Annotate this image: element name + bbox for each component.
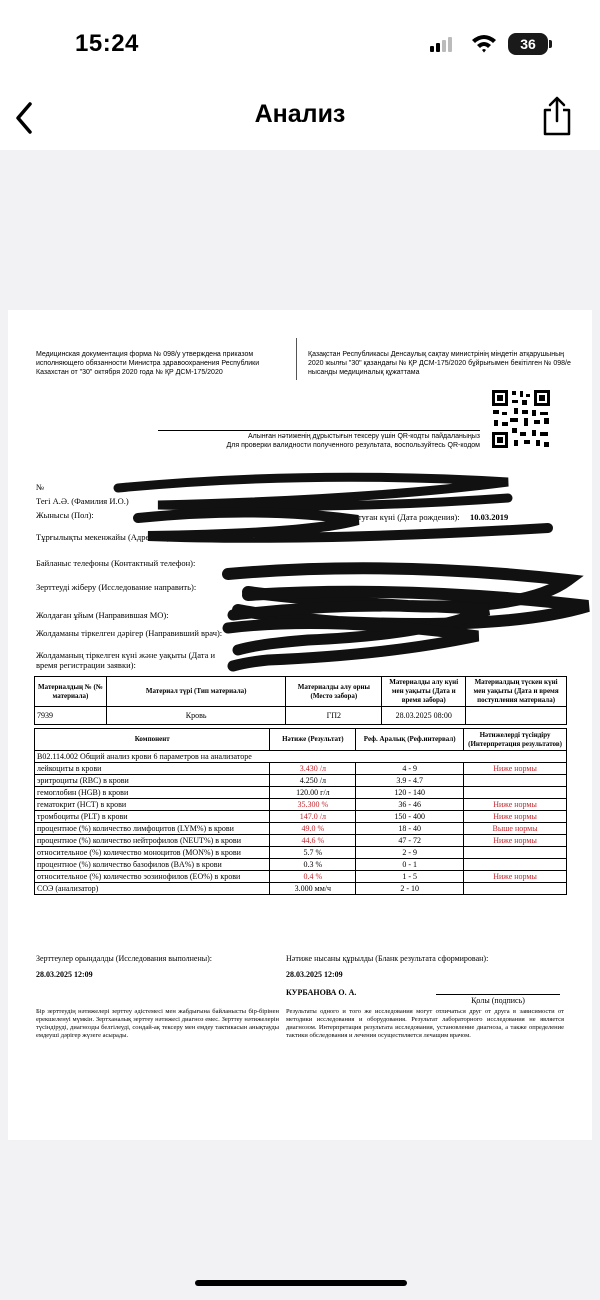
home-indicator	[195, 1280, 407, 1286]
qr-note-ru: Для проверки валидности полученного результата, воспользуйтесь QR-кодом	[226, 442, 480, 449]
table-row	[35, 859, 567, 871]
field-org-label: Жолдаған ұйым (Направившая МО):	[36, 610, 169, 620]
header-divider	[296, 338, 297, 380]
result-ref-cell: 1 - 5	[356, 871, 464, 883]
table-row	[35, 847, 567, 859]
result-interp-cell: Ниже нормы	[464, 799, 567, 811]
signer-name: КУРБАНОВА О. А.	[286, 988, 357, 997]
meta-header-cell: Материалды алу күні мен уақыты (Дата и время забора)	[382, 677, 466, 707]
panel-title: B02.114.002 Общий анализ крови 6 параметров на анализаторе	[35, 751, 567, 763]
result-name-cell: гематокрит (HCT) в крови	[35, 799, 270, 811]
result-interp-cell: Ниже нормы	[464, 871, 567, 883]
analysis-table	[34, 728, 567, 895]
table-row	[35, 835, 567, 847]
result-ref-cell: 0 - 1	[356, 859, 464, 871]
table-row	[35, 775, 567, 787]
field-doctor-label: Жолдаманы тіркелген дәрігер (Направивший врач):	[36, 628, 223, 638]
result-interp-cell	[464, 847, 567, 859]
page-title: Анализ	[254, 100, 346, 128]
result-value-cell: 4.250 /л	[270, 775, 356, 787]
result-ref-cell: 2 - 10	[356, 883, 464, 895]
battery-tip	[549, 40, 552, 48]
result-header-cell: Нәтижелерді түсіндіру (Интерпретация результатов)	[464, 729, 567, 751]
field-birth-label: туған күні (Дата рождения):	[358, 512, 460, 522]
table-row	[35, 787, 567, 799]
signature-line	[436, 994, 560, 995]
result-value-cell: 44.6 %	[270, 835, 356, 847]
result-value-cell: 35.300 %	[270, 799, 356, 811]
result-interp-cell: Ниже нормы	[464, 811, 567, 823]
qr-note-kz: Алынған нәтиженің дұрыстығын тексеру үшін QR-кодты пайдаланыңыз	[247, 433, 480, 440]
result-ref-cell: 150 - 400	[356, 811, 464, 823]
meta-header-cell: Материал түрі (Тип материала)	[106, 677, 286, 707]
field-number: №	[36, 482, 45, 492]
result-header-cell: Реф. Аралық (Реф.интервал)	[356, 729, 464, 751]
result-name-cell: тромбоциты (PLT) в крови	[35, 811, 270, 823]
result-name-cell: процентное (%) количество базофилов (BA%) в крови	[35, 859, 270, 871]
field-name-label: Тегі А.Ә. (Фамилия И.О.)	[36, 496, 129, 506]
result-value-cell: 49.0 %	[270, 823, 356, 835]
clock: 15:24	[75, 30, 139, 57]
cellular-signal-icon	[430, 36, 454, 52]
result-name-cell: эритроциты (RBC) в крови	[35, 775, 270, 787]
qr-code-icon	[490, 388, 576, 450]
meta-cell: 7939	[35, 707, 107, 725]
note-ru: Результаты одного и того же исследования могут отличаться друг от друга в зависимости от методики исследования и оборудования. Результат лабораторного исследования не является диагнозом. Интерпретация результата исследования, установление диагноза, а также определение тактики обследования и лечения осуществляется лечащим врачом.	[286, 1008, 564, 1039]
formed-date: 28.03.2025 12:09	[286, 970, 343, 979]
result-value-cell: 3.430 /л	[270, 763, 356, 775]
wifi-icon	[470, 33, 498, 53]
table-row	[35, 871, 567, 883]
status-bar	[0, 0, 600, 90]
result-name-cell: процентное (%) количество лимфоцитов (LYM%) в крови	[35, 823, 270, 835]
navigation-bar	[0, 90, 600, 150]
result-ref-cell: 120 - 140	[356, 787, 464, 799]
note-kz: Бір зерттеудің нәтижелері зерттеу әдістемесі мен жабдығына байланысты бір-бірінен ерекшеленуі мүмкін. Зертханалық зерттеу нәтижесі диагноз емес. Зерттеу нәтижелерін түсіндіруді, диагнозды белгілеуді, сондай-ақ тексеру мен емдеу тактикасын анықтауды емдеуші дәрігер жүзеге асырады.	[36, 1008, 279, 1039]
result-value-cell: 3.000 мм/ч	[270, 883, 356, 895]
result-interp-cell: Выше нормы	[464, 823, 567, 835]
result-header-cell: Нәтиже (Результат)	[270, 729, 356, 751]
field-gender-label: Жынысы (Пол):	[36, 510, 94, 520]
result-ref-cell: 3.9 - 4.7	[356, 775, 464, 787]
table-row	[35, 799, 567, 811]
result-name-cell: процентное (%) количество нейтрофилов (NEUT%) в крови	[35, 835, 270, 847]
result-value-cell: 147.0 /л	[270, 811, 356, 823]
field-address-label: Тұрғылықты мекенжайы (Адрес пациента):	[36, 532, 194, 542]
result-interp-cell	[464, 775, 567, 787]
result-name-cell: гемоглобин (HGB) в крови	[35, 787, 270, 799]
result-ref-cell: 2 - 9	[356, 847, 464, 859]
performed-label: Зерттеулер орындалды (Исследования выполнены):	[36, 954, 212, 963]
result-ref-cell: 18 - 40	[356, 823, 464, 835]
result-interp-cell	[464, 859, 567, 871]
table-row	[35, 811, 567, 823]
result-value-cell: 5.7 %	[270, 847, 356, 859]
field-birth-value: 10.03.2019	[470, 512, 509, 522]
meta-cell	[466, 707, 567, 725]
lab-result-document[interactable]	[8, 310, 592, 1140]
share-icon[interactable]	[540, 94, 574, 138]
result-header-cell: Компонент	[35, 729, 270, 751]
header-right: Қазақстан Республикасы Денсаулық сақтау министрінің міндетін атқарушының 2020 жылғы "30" қазандағы № ҚР ДСМ-175/2020 бұйрығымен бекітілген № 098/е нысанды медициналық құжаттама	[308, 351, 571, 376]
result-ref-cell: 36 - 46	[356, 799, 464, 811]
meta-header-cell: Материалды алу орны (Место забора)	[286, 677, 382, 707]
table-row	[35, 823, 567, 835]
table-row	[35, 883, 567, 895]
battery-icon: 36	[508, 33, 548, 55]
signature-label: Қолы (подпись)	[471, 996, 525, 1005]
result-name-cell: относительное (%) количество моноцитов (MON%) в крови	[35, 847, 270, 859]
result-name-cell: СОЭ (анализатор)	[35, 883, 270, 895]
result-interp-cell: Ниже нормы	[464, 835, 567, 847]
meta-header-cell: Материалдың түскен күні мен уақыты (Дата и время поступления материала)	[466, 677, 567, 707]
result-interp-cell	[464, 787, 567, 799]
field-phone-label: Байланыс телефоны (Контактный телефон):	[36, 558, 196, 568]
qr-note	[158, 430, 480, 450]
meta-cell: 28.03.2025 08:00	[382, 707, 466, 725]
field-referral-label: Зерттеуді жіберу (Исследование направить):	[36, 582, 197, 592]
meta-cell: ГП2	[286, 707, 382, 725]
result-value-cell: 120.00 г/л	[270, 787, 356, 799]
result-value-cell: 0.4 %	[270, 871, 356, 883]
results-table	[34, 676, 567, 725]
performed-date: 28.03.2025 12:09	[36, 970, 93, 979]
result-ref-cell: 4 - 9	[356, 763, 464, 775]
table-row	[35, 763, 567, 775]
meta-cell: Кровь	[106, 707, 286, 725]
formed-label: Нәтиже нысаны құрылды (Бланк результата сформирован):	[286, 954, 489, 963]
meta-header-cell: Материалдың № (№ материала)	[35, 677, 107, 707]
result-interp-cell	[464, 883, 567, 895]
result-interp-cell: Ниже нормы	[464, 763, 567, 775]
result-name-cell: относительное (%) количество эозинофилов (EO%) в крови	[35, 871, 270, 883]
result-value-cell: 0.3 %	[270, 859, 356, 871]
header-left: Медицинская документация форма № 098/у утверждена приказом исполняющего обязанности Министра здравоохранения Республики Казахстан от "30" октября 2020 года № ҚР ДСМ-175/2020	[36, 351, 260, 376]
field-date-label: Жолдаманың тіркелген күні және уақыты (Дата и время регистрации заявки):	[36, 650, 216, 670]
result-ref-cell: 47 - 72	[356, 835, 464, 847]
result-name-cell: лейкоциты в крови	[35, 763, 270, 775]
